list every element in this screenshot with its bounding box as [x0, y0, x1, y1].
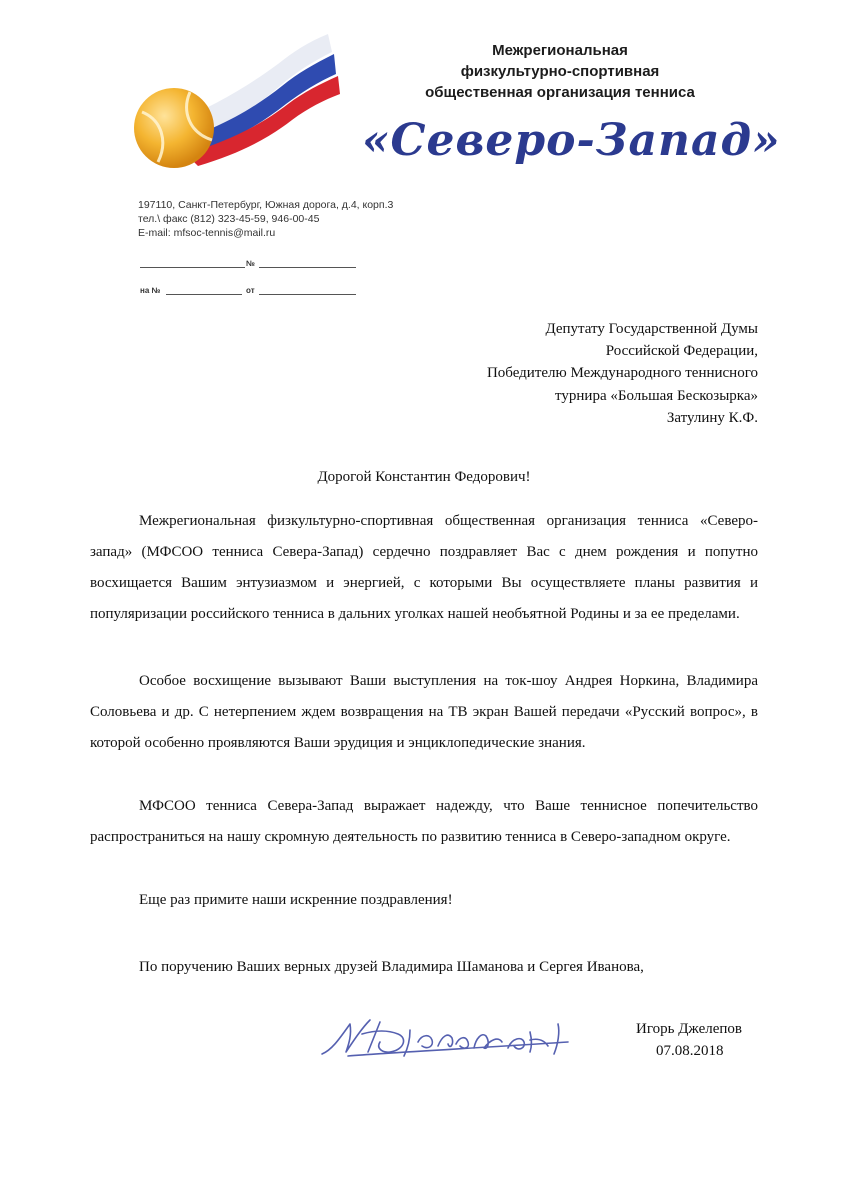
closing-paragraph: По поручению Ваших верных друзей Владимира Шаманова и Сергея Иванова, [139, 959, 644, 975]
body-paragraph: МФСОО тенниса Севера-Запад выражает надежду, что Ваше теннисное попечительство распространиться на нашу скромную деятельность по развитию тенниса в Северо-западном округе. [90, 798, 758, 845]
addressee-line: Депутату Государственной Думы [545, 321, 758, 337]
body-paragraph: Еще раз примите наши искренние поздравления! [139, 892, 453, 908]
contact-phone: тел.\ факс (812) 323-45-59, 946-00-45 [138, 213, 320, 225]
tennis-ball-flag-logo [128, 34, 340, 174]
ref-date-label: от [246, 286, 255, 295]
addressee-line: Победителю Международного теннисного [486, 365, 758, 381]
contact-email: E-mail: mfsoc-tennis@mail.ru [138, 227, 276, 239]
body-paragraph: Особое восхищение вызывают Ваши выступления на ток-шоу Андрея Норкина, Владимира Соловьева и др. С нетерпением ждем возвращения на ТВ экран Вашей передачи «Русский вопрос», в которой особенно проявляются Ваши эрудиция и энциклопедические знания. [90, 673, 758, 751]
contact-address: 197110, Санкт-Петербург, Южная дорога, д.4, корп.3 [138, 199, 394, 211]
outgoing-date-line [140, 267, 245, 268]
ref-date-line [259, 294, 356, 295]
addressee-line: турнира «Большая Бескозырка» [555, 388, 758, 404]
signer-name: Игорь Джелепов [636, 1021, 743, 1037]
handwritten-signature [318, 1012, 580, 1060]
org-name-line: Межрегиональная [492, 42, 628, 59]
number-label: № [246, 259, 255, 268]
ref-number-label: на № [140, 286, 161, 295]
org-name-line: физкультурно-спортивная [460, 63, 660, 80]
signature-date: 07.08.2018 [656, 1043, 724, 1059]
org-name-line: общественная организация тенниса [425, 84, 695, 101]
brand-name: «Северо-Запад» [362, 115, 781, 166]
ref-number-line [166, 294, 242, 295]
outgoing-number-line [259, 267, 356, 268]
addressee-line: Затулину К.Ф. [666, 410, 758, 426]
greeting: Дорогой Константин Федорович! [317, 469, 531, 485]
body-paragraph: Межрегиональная физкультурно-спортивная общественная организация тенниса «Северо-запад» (МФСОО тенниса Севера-Запад) сердечно поздравляет Вас с днем рождения и попутно восхищается Вашим энтузиазмом и энергией, с которыми Вы осуществляете планы развития и популяризации российского тенниса в дальних уголках нашей необъятной Родины и за ее пределами. [90, 513, 758, 622]
addressee-line: Российской Федерации, [605, 343, 758, 359]
